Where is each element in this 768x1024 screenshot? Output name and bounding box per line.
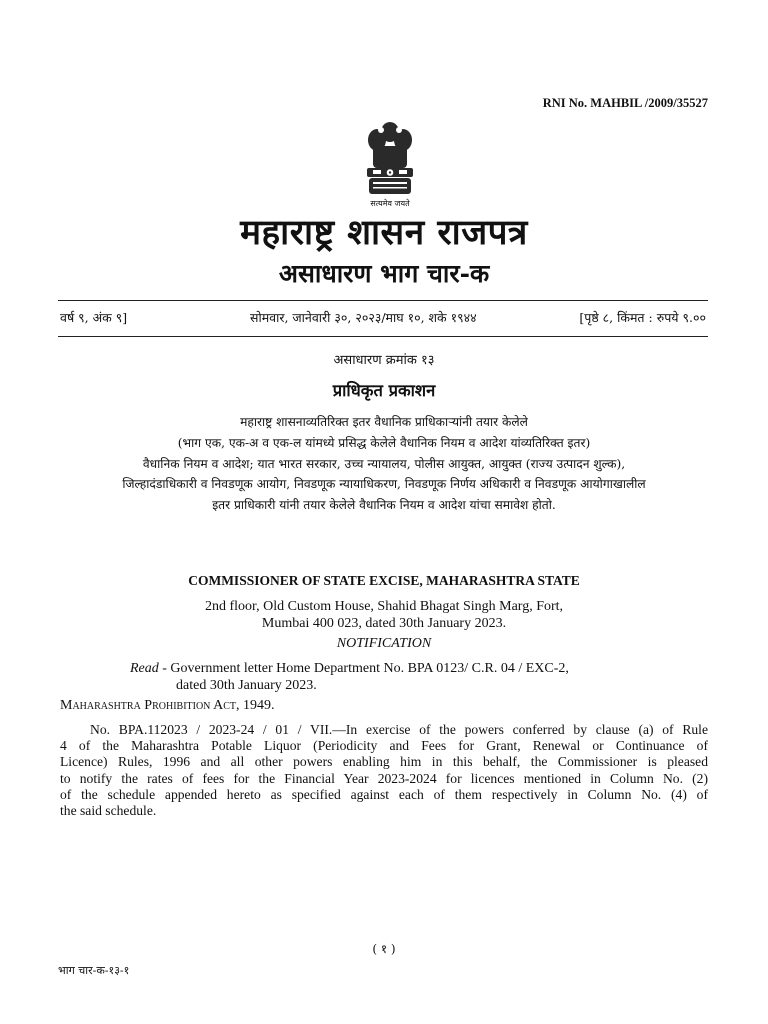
description-line: इतर प्राधिकारी यांनी तयार केलेले वैधानिक नियम व आदेश यांचा समावेश होतो. xyxy=(212,498,556,513)
page-number: ( १ ) xyxy=(372,942,396,956)
address-line: 2nd floor, Old Custom House, Shahid Bhagat Singh Marg, Fort, xyxy=(204,599,564,614)
header-divider-top xyxy=(58,300,708,301)
section-description xyxy=(58,412,710,516)
act-reference: Maharashtra Prohibition Act, 1949. xyxy=(60,698,275,713)
page-code: भाग चार-क-१३-१ xyxy=(58,964,130,977)
gazette-subtitle: असाधारण भाग चार-क xyxy=(278,259,490,288)
issue-pages-price: [पृष्ठे ८, किंमत : रुपये ९.०० xyxy=(579,310,706,325)
body-line: of the schedule appended hereto as specified against each of them respectively in Column No. (4) of xyxy=(60,786,708,802)
body-line: to notify the rates of fees for the Financial Year 2023-2024 for licences mentioned in Column No. (2) xyxy=(60,770,708,786)
body-line: Licence) Rules, 1996 and all other powers enabling him in this behalf, the Commissioner is pleased xyxy=(60,754,708,770)
description-line: वैधानिक नियम व आदेश; यात भारत सरकार, उच्च न्यायालय, पोलीस आयुक्त, आयुक्त (राज्य उत्पादन शुल्क), xyxy=(142,456,626,471)
gazette-title: महाराष्ट्र शासन राजपत्र xyxy=(240,212,528,253)
national-emblem-icon xyxy=(355,118,425,206)
notification-heading: NOTIFICATION xyxy=(336,636,432,651)
body-line: No. BPA.112023 / 2023-24 / 01 / VII.—In exercise of the powers conferred by clause (a) of Rule xyxy=(90,722,708,737)
header-divider-bottom xyxy=(58,336,708,337)
read-text: - Government letter Home Department No. BPA 0123/ C.R. 04 / EXC-2, xyxy=(158,661,569,676)
description-line: (भाग एक, एक-अ व एक-ल यांमध्ये प्रसिद्ध केलेले वैधानिक नियम व आदेश यांव्यतिरिक्त इतर) xyxy=(177,435,591,450)
description-line: महाराष्ट्र शासनाव्यतिरिक्त इतर वैधानिक प्राधिकाऱ्यांनी तयार केलेले xyxy=(240,415,528,429)
read-reference xyxy=(130,660,690,694)
section-heading: प्राधिकृत प्रकाशन xyxy=(332,381,436,400)
body-line: 4 of the Maharashtra Potable Liquor (Periodicity and Fees for Grant, Renewal or Continuance of xyxy=(60,738,708,754)
read-label: Read xyxy=(130,661,159,676)
issue-date: सोमवार, जानेवारी ३०, २०२३/माघ १०, शके १९४४ xyxy=(250,310,477,325)
extraordinary-serial: असाधारण क्रमांक १३ xyxy=(333,353,435,368)
issuing-authority: COMMISSIONER OF STATE EXCISE, MAHARASHTRA STATE xyxy=(188,573,580,588)
body-line: the said schedule. xyxy=(60,803,157,819)
authority-address xyxy=(0,598,768,632)
notification-body xyxy=(60,722,708,819)
address-line: Mumbai 400 023, dated 30th January 2023. xyxy=(261,616,507,631)
read-text-continued: dated 30th January 2023. xyxy=(176,678,317,693)
rni-number: RNI No. MAHBIL /2009/35527 xyxy=(542,96,708,110)
issue-volume: वर्ष ९, अंक ९] xyxy=(60,310,128,325)
emblem-motto: सत्यमेव जयते xyxy=(370,199,410,208)
issue-meta-row xyxy=(58,307,708,329)
description-line: जिल्हादंडाधिकारी व निवडणूक आयोग, निवडणूक न्यायाधिकरण, निवडणूक निर्णय अधिकारी व निवडणूक आयोगाखालील xyxy=(122,477,646,492)
